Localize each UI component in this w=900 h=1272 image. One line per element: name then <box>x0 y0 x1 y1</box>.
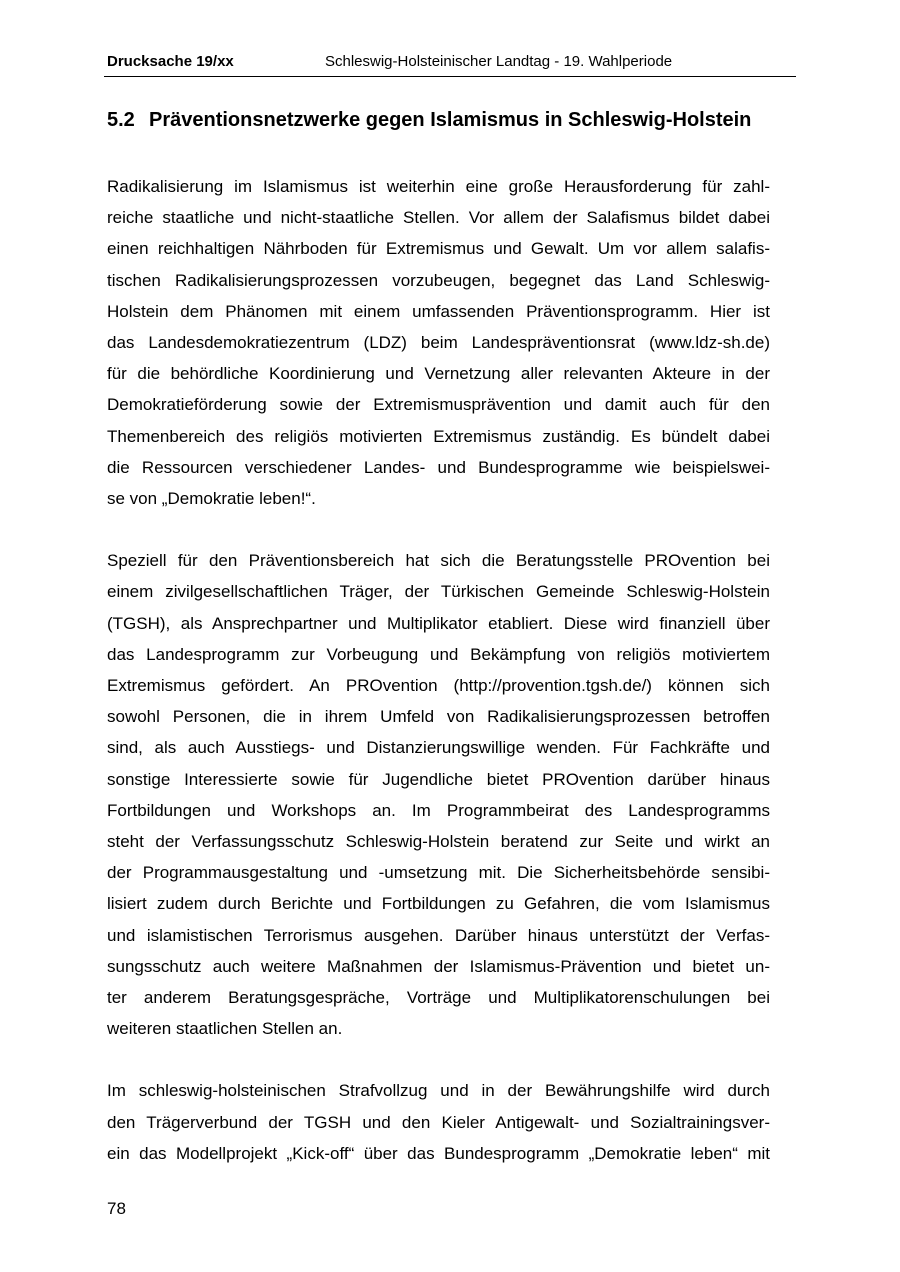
text-line: und islamistischen Terrorismus ausgehen. Darüber hinaus unterstützt der Verfas- <box>107 925 770 945</box>
section-heading <box>107 108 770 132</box>
parliament-title: Schleswig-Holsteinischer Landtag - 19. Wahlperiode <box>325 53 673 70</box>
text-line: tischen Radikalisierungsprozessen vorzubeugen, begegnet das Land Schleswig- <box>107 270 770 290</box>
paragraph-3 <box>107 1075 770 1169</box>
text-line: Speziell für den Präventionsbereich hat sich die Beratungsstelle PROvention bei <box>107 551 770 571</box>
page-number: 78 <box>107 1199 126 1218</box>
text-line: Im schleswig-holsteinischen Strafvollzug und in der Bewährungshilfe wird durch <box>107 1081 770 1101</box>
text-line: weiteren staatlichen Stellen an. <box>107 1019 343 1039</box>
text-line: der Programmausgestaltung und -umsetzung mit. Die Sicherheitsbehörde sensibi- <box>107 863 770 883</box>
text-line: Holstein dem Phänomen mit einem umfassenden Präventionsprogramm. Hier ist <box>107 301 770 321</box>
text-line: se von „Demokratie leben!“. <box>107 489 316 509</box>
text-line: die Ressourcen verschiedener Landes- und Bundesprogramme wie beispielswei- <box>107 457 770 477</box>
text-line: das Landesdemokratiezentrum (LDZ) beim Landespräventionsrat (www.ldz-sh.de) <box>107 333 770 353</box>
header-divider <box>104 76 796 77</box>
body-text <box>107 171 770 1200</box>
text-line: sonstige Interessierte sowie für Jugendliche bietet PROvention darüber hinaus <box>107 769 770 789</box>
text-line: das Landesprogramm zur Vorbeugung und Bekämpfung von religiös motiviertem <box>107 644 770 664</box>
page-header <box>107 52 795 72</box>
section-title: Präventionsnetzwerke gegen Islamismus in Schleswig-Holstein <box>149 109 752 131</box>
text-line: für die behördliche Koordinierung und Vernetzung aller relevanten Akteure in der <box>107 364 770 384</box>
document-number: Drucksache 19/xx <box>107 53 234 70</box>
text-line: Radikalisierung im Islamismus ist weiterhin eine große Herausforderung für zahl- <box>107 177 770 196</box>
text-line: sind, als auch Ausstiegs- und Distanzierungswillige wenden. Für Fachkräfte und <box>107 738 770 758</box>
text-line: Fortbildungen und Workshops an. Im Programmbeirat des Landesprogramms <box>107 800 770 820</box>
text-line: den Trägerverbund der TGSH und den Kieler Antigewalt- und Sozialtrainingsver- <box>107 1112 770 1132</box>
text-line: (TGSH), als Ansprechpartner und Multiplikator etabliert. Diese wird finanziell über <box>107 613 770 633</box>
text-line: Themenbereich des religiös motivierten Extremismus zuständig. Es bündelt dabei <box>107 426 770 446</box>
text-line: sowohl Personen, die in ihrem Umfeld von Radikalisierungsprozessen betroffen <box>107 707 770 727</box>
text-line: ter anderem Beratungsgespräche, Vorträge und Multiplikatorenschulungen bei <box>107 988 770 1008</box>
paragraph-1 <box>107 171 770 514</box>
text-line: steht der Verfassungsschutz Schleswig-Holstein beratend zur Seite und wirkt an <box>107 832 770 852</box>
section-number: 5.2 <box>107 109 135 131</box>
text-line: Extremismus gefördert. An PROvention (http://provention.tgsh.de/) können sich <box>107 676 770 696</box>
text-line: einem zivilgesellschaftlichen Träger, der Türkischen Gemeinde Schleswig-Holstein <box>107 582 770 602</box>
text-line: sungsschutz auch weitere Maßnahmen der Islamismus-Prävention und bietet un- <box>107 956 770 976</box>
paragraph-2 <box>107 545 770 1044</box>
text-line: ein das Modellprojekt „Kick-off“ über das Bundesprogramm „Demokratie leben“ mit <box>107 1143 770 1163</box>
text-line: lisiert zudem durch Berichte und Fortbildungen zu Gefahren, die vom Islamismus <box>107 894 770 914</box>
text-line: Demokratieförderung sowie der Extremismusprävention und damit auch für den <box>107 395 770 415</box>
text-line: einen reichhaltigen Nährboden für Extremismus und Gewalt. Um vor allem salafis- <box>107 239 770 259</box>
text-line: reiche staatliche und nicht-staatliche Stellen. Vor allem der Salafismus bildet dabei <box>107 208 770 228</box>
